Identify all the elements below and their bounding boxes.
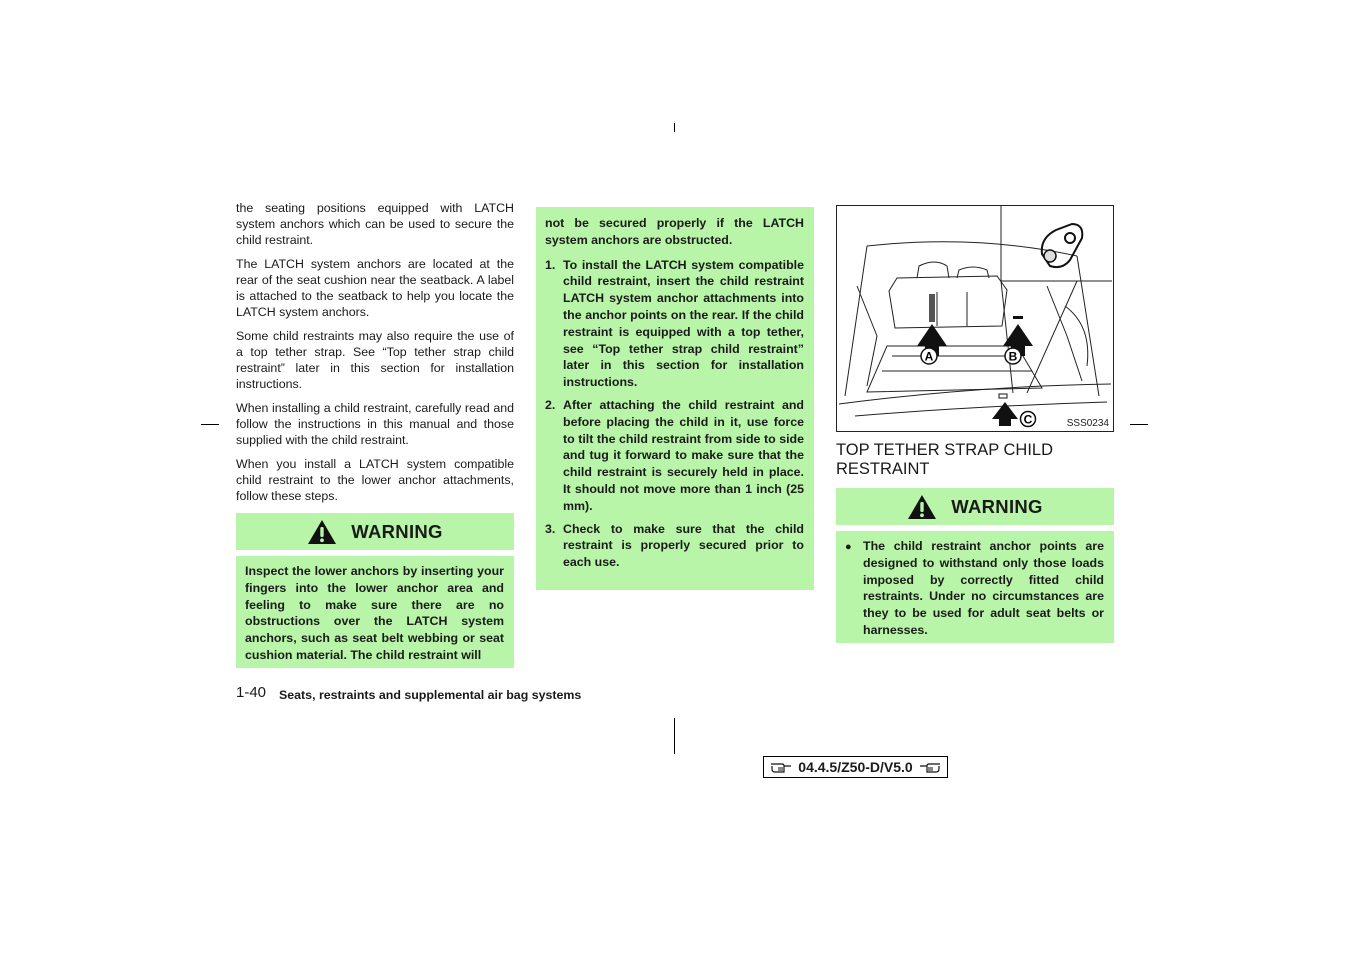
cargo-area-drawing	[837, 206, 1113, 431]
column-1-text	[236, 200, 514, 504]
paragraph: Some child restraints may also require the use of a top tether strap. See “Top tether strap child restraint” later in this section for installation instructions.	[236, 329, 514, 391]
bullet-text: The child restraint anchor points are designed to withstand only those loads imposed by correctly fitted child restraints. Under no circumstances are they to be used for adult seat belts or harnesses.	[863, 539, 1104, 637]
warning-header-2	[836, 488, 1114, 525]
list-item	[845, 538, 1104, 639]
warning-lead: not be secured properly if the LATCH system anchors are obstructed.	[545, 216, 804, 247]
figure-label-a: A	[924, 349, 934, 364]
step-text: Check to make sure that the child restraint is properly secured prior to each use.	[563, 521, 804, 570]
page-number: 1-40	[236, 684, 267, 701]
figure-label-c: C	[1023, 412, 1033, 427]
warning-body-1	[236, 556, 514, 668]
cargo-area-illustration	[836, 205, 1114, 432]
step-number: 2.	[545, 397, 556, 412]
step-text: After attaching the child restraint and before placing the child in it, use force to tilt the child restraint from side to side and tug it forward to make sure that the child restraint is securely held in place. It should not move more than 1 inch (25 mm).	[563, 397, 804, 513]
warning-bullets	[845, 538, 1104, 639]
warning-label: WARNING	[951, 495, 1043, 517]
warning-body-2	[836, 531, 1114, 643]
section-heading: TOP TETHER STRAP CHILD RESTRAINT	[836, 441, 1053, 478]
pointing-hand-icon	[919, 760, 941, 774]
version-code-box	[763, 756, 948, 778]
warning-continued	[536, 207, 814, 590]
crop-mark-right	[1130, 424, 1148, 425]
warning-triangle-icon	[307, 519, 337, 545]
paragraph: The LATCH system anchors are located at the rear of the seat cushion near the seatback. A label is attached to the seatback to help you locate the LATCH system anchors.	[236, 257, 514, 319]
warning-triangle-icon	[907, 494, 937, 520]
warning-label: WARNING	[351, 520, 443, 542]
anchor-bracket-icon	[1042, 224, 1083, 267]
step-text: To install the LATCH system compatible child restraint, insert the child restraint LATCH system anchor attachments into the anchor points on the rear. If the child restraint is equipped with a top tether, see “Top tether strap child restraint” later in this section for installation instructions.	[563, 257, 804, 390]
install-steps	[545, 257, 804, 571]
list-item	[545, 521, 804, 571]
step-number: 3.	[545, 521, 556, 536]
paragraph: When installing a child restraint, carefully read and follow the instructions in this manual and those supplied with the child restraint.	[236, 401, 514, 447]
section-title: Seats, restraints and supplemental air bag systems	[279, 688, 582, 702]
figure-code: SSS0234	[1066, 418, 1109, 429]
bullet-icon: ●	[845, 541, 852, 553]
step-number: 1.	[545, 257, 556, 272]
figure-label-b: B	[1008, 349, 1018, 364]
crop-mark-left	[201, 424, 219, 425]
version-code: 04.4.5/Z50-D/V5.0	[798, 759, 913, 775]
pointing-hand-icon	[770, 760, 792, 774]
warning-header-1	[236, 513, 514, 550]
crop-mark-bottom	[674, 718, 675, 754]
list-item	[545, 397, 804, 515]
crop-mark-top	[674, 123, 675, 132]
warning-text: Inspect the lower anchors by inserting your fingers into the lower anchor area and feeling to make sure there are no obstructions over the LATCH system anchors, such as seat belt webbing or seat cushion material. The child restraint will	[245, 564, 504, 662]
list-item	[545, 257, 804, 391]
column-1	[236, 200, 514, 512]
paragraph: the seating positions equipped with LATCH system anchors which can be used to secure the child restraint.	[236, 201, 514, 247]
paragraph: When you install a LATCH system compatible child restraint to the lower anchor attachments, follow these steps.	[236, 457, 514, 503]
